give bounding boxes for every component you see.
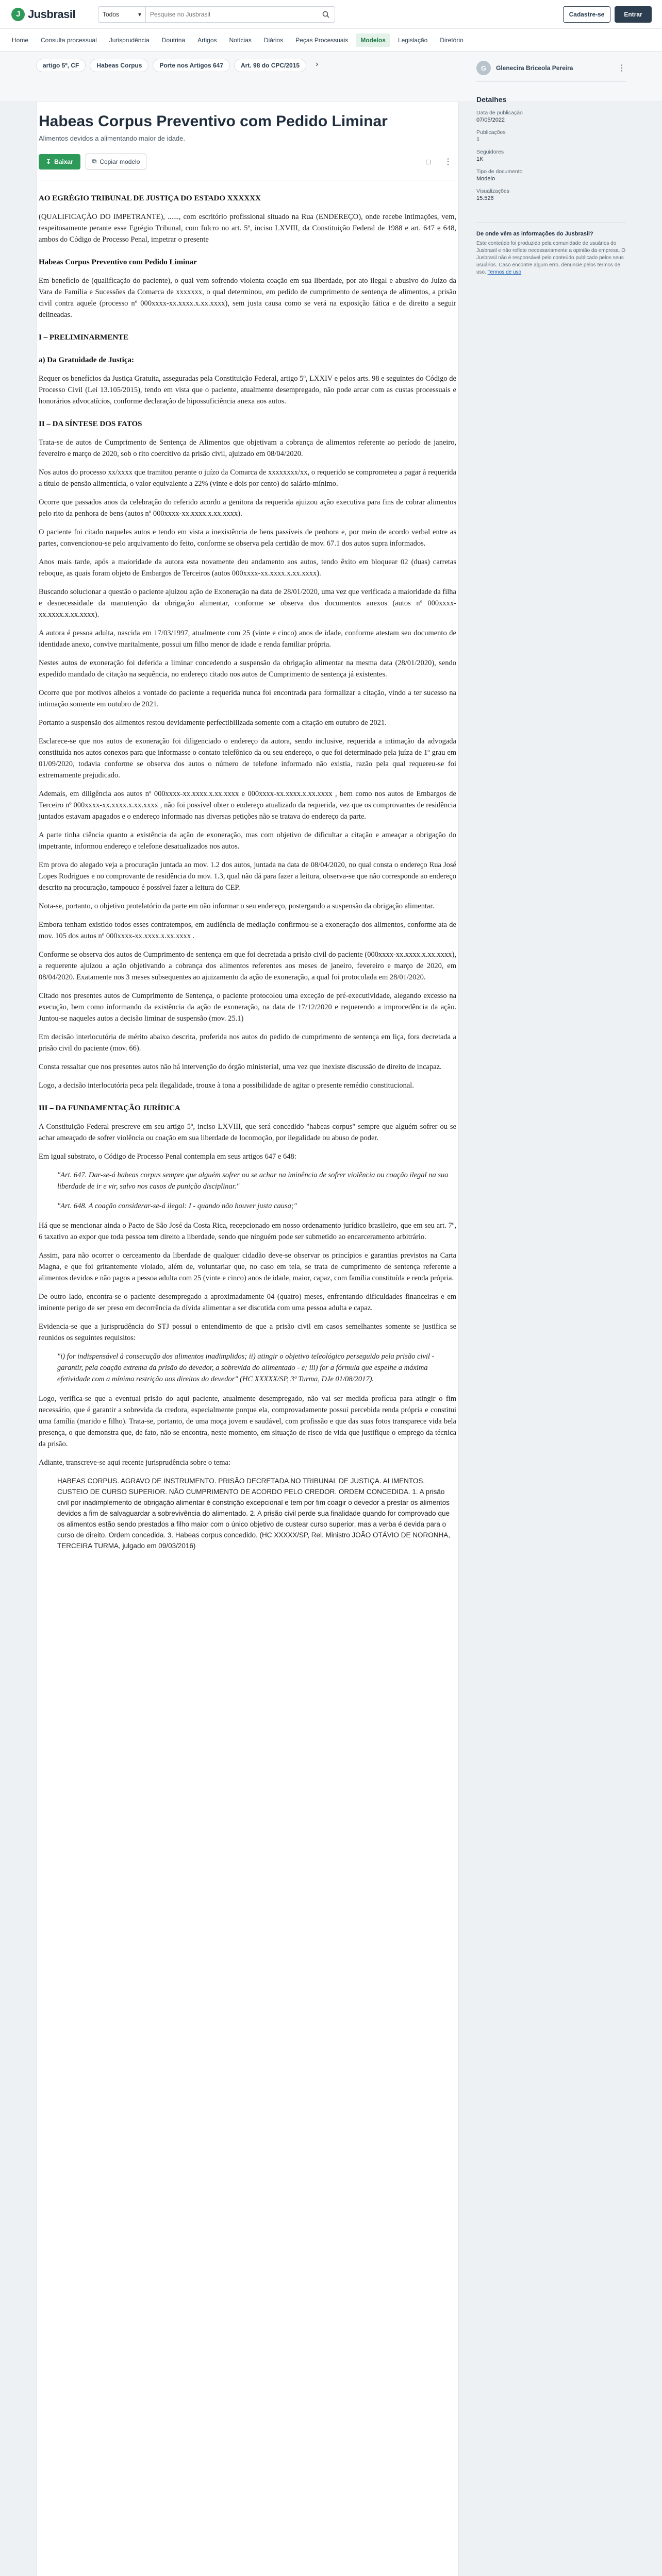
- section-heading: AO EGRÉGIO TRIBUNAL DE JUSTIÇA DO ESTADO XXXXXX: [39, 194, 261, 202]
- paragraph: Nos autos do processo xx/xxxx que tramitou perante o juízo da Comarca de xxxxxxxx/xx, o requerido se comprometeu a pagar à requerida a título de pensão alimentícia, o valor equivalente a 22% (vinte e dois por cento) do salário-mínimo.: [39, 468, 456, 488]
- paragraph: A parte tinha ciência quanto a existência da ação de exoneração, mas com objetivo de dificultar a citação e ameaçar a obrigação do impetrante, informou endereço e telefone desatualizados nos autos.: [39, 831, 456, 851]
- info-source-box: [476, 222, 626, 276]
- page-subtitle: Alimentos devidos a alimentando maior de idade.: [39, 134, 186, 142]
- section-heading: a) Da Gratuidade de Justiça:: [39, 356, 134, 364]
- paragraph: Citado nos presentes autos de Cumprimento de Sentença, o paciente protocolou uma exceção de pré-executividade, alegando excesso na execução, bem como informando da existência da ação de exoneração, na data de 17/12/2020 e requerendo a improcedência da ação. Juntou-se naqueles autos a decisão liminar de suspensão (mov. 25.1): [39, 992, 456, 1023]
- search-bar: [98, 6, 335, 23]
- detail-value: 1K: [476, 156, 484, 162]
- nav-item[interactable]: Consulta processual: [41, 36, 97, 44]
- document-actions: [37, 154, 458, 170]
- paragraph: Embora tenham existido todos esses contratempos, em audiência de mediação confirmou-se a exoneração dos alimentos, conforme ata de mov. 105 dos autos nº 000xxxx-xx.xxxx.x.xx.xxxx .: [39, 921, 456, 940]
- paragraph: Há que se mencionar ainda o Pacto de São José da Costa Rica, recepcionado em nosso ordenamento jurídico brasileiro, que em seu art. 7º, 6 taxativo ao expor que toda pessoa tem direito a liberdade, sendo que ninguém pode ser submetido ao encarceramento arbitrário.: [39, 1222, 456, 1241]
- nav-item[interactable]: Doutrina: [161, 36, 186, 44]
- paragraph: Trata-se de autos de Cumprimento de Sentença de Alimentos que objetivam a cobrança de alimentos referente ao período de janeiro, fevereiro e março de 2020, sob o rito coercitivo da prisão civil, ajuizado em 08/04/2020.: [39, 438, 456, 458]
- logo[interactable]: [11, 8, 75, 21]
- paragraph: Evidencia-se que a jurisprudência do STJ possui o entendimento de que a prisão civil em casos semelhantes somente se justifica se reunidos os seguintes requisitos:: [39, 1323, 456, 1342]
- detail-label: Seguidores: [476, 149, 504, 155]
- paragraph: Ocorre que passados anos da celebração do referido acordo a genitora da requerida ajuizou ação executiva para fins de cobrar alimentos pelo rito da penhora de bens (autos nº 000xxxx-xx.xxxx.x.xx.xxxx).: [39, 498, 456, 518]
- nav-item[interactable]: Diretório: [440, 36, 464, 44]
- nav-item[interactable]: Modelos: [356, 33, 390, 47]
- paragraph: Adiante, transcreve-se aqui recente jurisprudência sobre o tema:: [39, 1459, 231, 1467]
- info-source-body: Este conteúdo foi produzido pela comunidade de usuários do Jusbrasil e não reflete necessariamente a opinião da empresa. O Jusbrasil não é responsável pelo conteúdo publicado pelos seus usuários. Caso encontre algum erro, denuncie pelos termos de uso.: [476, 241, 626, 275]
- tag-list: [36, 59, 306, 72]
- paragraph: Esclarece-se que nos autos de exoneração foi diligenciado o endereço da autora, sendo inclusive, requerida a intimação da advogada constituída nos autos conexos para que informasse o contato telefônico da ou seu endereço, o que foi determinado pela juíza de 1º grau em 01/09/2020, todavia conforme se observa dos autos o número de telefone informado não existia, razão pela qual requereu-se foi extremamente prejudicado.: [39, 737, 456, 779]
- author-card[interactable]: [476, 52, 626, 82]
- search-type-select[interactable]: [98, 7, 146, 22]
- chevron-right-icon[interactable]: ›: [316, 60, 319, 69]
- logo-mark-icon: J: [11, 8, 25, 21]
- search-type-label: Todos: [103, 11, 120, 18]
- detail-label: Data de publicação: [476, 110, 523, 116]
- legal-quote: "Art. 648. A coação considerar-se-á ilegal: I - quando não houver justa causa;": [57, 1202, 297, 1210]
- login-button[interactable]: Entrar: [615, 6, 652, 23]
- paragraph: Consta ressaltar que nos presentes autos não há intervenção do órgão ministerial, uma vez que inexiste discussão de direito de incapaz.: [39, 1063, 442, 1071]
- detail-value: 1: [476, 137, 480, 143]
- paragraph: Ademais, em diligência aos autos nº 000xxxx-xx.xxxx.x.xx.xxxx e 000xxxx-xx.xxxx.x.xx.xxxx , bem como nos autos de Embargos de Terceiro nº 000xxxx-xx.xxxx.x.xx.xxxx , não foi possível obter o endereço atualizado da requerida, vez que os comprovantes de residência juntados estavam apagados e o endereço informado nas diversas petições não se tratava do endereço da parte.: [39, 790, 456, 821]
- paragraph: Conforme se observa dos autos de Cumprimento de sentença em que foi decretada a prisão civil do paciente (000xxxx-xx.xxxx.x.xx.xxxx), a requerente ajuizou a ação objetivando a cobrança dos alimentos referentes aos meses de janeiro, fevereiro e março de 2020, em 08/04/2020. Exatamente nos 3 meses subsequentes ao ajuizamento da ação de exoneração, a qual foi protocolada em 28/01/2020.: [39, 951, 456, 981]
- terms-link[interactable]: Termos de uso: [487, 269, 522, 275]
- nav-item[interactable]: Legislação: [398, 36, 428, 44]
- paragraph: Ocorre que por motivos alheios a vontade do paciente a requerida nunca foi encontrada para formalizar a citação, vindo a ter sucesso na intimação somente em outubro de 2021.: [39, 689, 456, 708]
- paragraph: Assim, para não ocorrer o cerceamento da liberdade de qualquer cidadão deve-se observar os princípios e garantias previstos na Carta Magna, e que foi gritantemente violado, além de, voluntariar que, no caso em tela, se trata de cumprimento de sentença referente a alimentos devidos e não pagos a pessoa adulta com 25 (vinte e cinco) anos de idade, maior, capaz, com família constituída e renda própria.: [39, 1251, 456, 1282]
- nav-item[interactable]: Diários: [263, 36, 284, 44]
- copy-template-button[interactable]: [86, 154, 147, 170]
- paragraph: Nestes autos de exoneração foi deferida a liminar concedendo a suspensão da obrigação alimentar na mesma data (28/01/2020), sendo expedido mandado de citação na sequência, no endereço citado nos autos de Cumprimento de sentença já existentes.: [39, 659, 456, 679]
- legal-quote: "Art. 647. Dar-se-á habeas corpus sempre que alguém sofrer ou se achar na iminência de sofrer violência ou coação ilegal na sua liberdade de ir e vir, salvo nos casos de punição disciplinar.": [57, 1171, 449, 1191]
- copy-icon: ⧉: [92, 158, 97, 165]
- legal-quote: "i) for indispensável à consecução dos alimentos inadimplidos; ii) atingir o objetivo teleológico perseguido pela prisão civil - garantir, pela coação extrema da prisão do devedor, a sobrevida do alimentado - e; iii) for a fórmula que espelhe a máxima efetividade com a mínima restrição aos direitos do devedor" (HC XXXXX/SP, 3ª Turma, DJe 01/08/2017).: [57, 1352, 435, 1383]
- paragraph: Nota-se, portanto, o objetivo protelatório da parte em não informar o seu endereço, postergando a suspensão da obrigação alimentar.: [39, 902, 435, 910]
- sidebar: [476, 52, 626, 2576]
- main-nav: [0, 29, 662, 52]
- paragraph: Em prova do alegado veja a procuração juntada ao mov. 1.2 dos autos, juntada na data de 08/04/2020, no qual consta o endereço Rua José Lopes Rodrigues e no comprovante de residência do mov. 1.3, qual não dá para fazer a leitura, observa-se que não corresponde ao endereço descrito na procuração, tampouco é possível fazer a leitura do CEP.: [39, 861, 456, 892]
- more-options-icon[interactable]: ⋮: [444, 157, 452, 166]
- paragraph: A Constituição Federal prescreve em seu artigo 5º, inciso LXVIII, que será concedido "habeas corpus" sempre que alguém sofrer ou se achar ameaçado de sofrer violência ou coação em sua liberdade de locomoção, por ilegalidade ou abuso de poder.: [39, 1123, 456, 1142]
- avatar: G: [476, 61, 491, 75]
- nav-item[interactable]: Home: [12, 36, 29, 44]
- search-icon[interactable]: [317, 7, 335, 22]
- topic-tag[interactable]: artigo 5º, CF: [36, 59, 86, 72]
- topic-tag[interactable]: Porte nos Artigos 647: [153, 59, 230, 72]
- paragraph: (QUALIFICAÇÃO DO IMPETRANTE), ......, com escritório profissional situado na Rua (ENDEREÇO), onde recebe intimações, vem, respeitosamente perante esse Egrégio Tribunal, com fulcro no art. 5º, inciso LXVIII, da Constituição Federal de 1988 e art. 647 e 648, ambos do Código de Processo Penal, impetrar o presente: [39, 213, 456, 244]
- document-panel: [36, 101, 459, 2576]
- page-title: Habeas Corpus Preventivo com Pedido Liminar: [39, 113, 388, 130]
- paragraph: Portanto a suspensão dos alimentos restou devidamente perfectibilizada somente com a citação em outubro de 2021.: [39, 719, 387, 727]
- topic-tag[interactable]: Art. 98 do CPC/2015: [234, 59, 306, 72]
- paragraph: O paciente foi citado naqueles autos e tendo em vista a inexistência de bens passíveis de penhora e, por meio de acordo verbal entre as partes, convencionou-se pelo arquivamento do feito, conforme se observa pela certidão de mov. 67.1 dos autos supra informados.: [39, 528, 456, 548]
- detail-label: Publicações: [476, 129, 506, 135]
- info-source-title: De onde vêm as informações do Jusbrasil?: [476, 231, 593, 237]
- nav-item[interactable]: Jurisprudência: [109, 36, 150, 44]
- paragraph: Em decisão interlocutória de mérito abaixo descrita, proferida nos autos do pedido de cumprimento de sentença em liça, fora decretada a prisão civil do paciente (mov. 66).: [39, 1033, 456, 1053]
- download-label: Baixar: [54, 158, 73, 165]
- paragraph: Logo, a decisão interlocutória peca pela ilegalidade, trouxe à tona a possibilidade de agitar o presente remédio constitucional.: [39, 1081, 414, 1090]
- bookmark-icon[interactable]: □: [426, 157, 431, 166]
- paragraph: Logo, verifica-se que a eventual prisão do aqui paciente, atualmente desempregado, não vai ser medida profícua para atingir o fim necessário, que é garantir a sobrevida da credora, especialmente porque ela, comprovadamente possui percebida renda própria e constitui uma família (marido e filho). Trata-se, portanto, de uma moça jovem e saudável, com profissão e que das suas fotos transparece vida bela presença, o que demonstra que, de fato, não se encontra, neste momento, em situação de risco de vida que justifique o emprego da técnica da prisão.: [39, 1395, 456, 1448]
- info-source-text: [476, 240, 626, 276]
- paragraph: A autora é pessoa adulta, nascida em 17/03/1997, atualmente com 25 (vinte e cinco) anos de idade, conforme atestam seu documento de identidade anexo, convive maritalmente, possui um filho menor de idade e renda familiar própria.: [39, 629, 456, 649]
- nav-item[interactable]: Notícias: [229, 36, 252, 44]
- download-icon: ↧: [46, 158, 52, 165]
- detail-label: Tipo de documento: [476, 168, 523, 175]
- section-heading: I – PRELIMINARMENTE: [39, 333, 129, 342]
- detail-label: Visualizações: [476, 188, 510, 194]
- paragraph: Buscando solucionar a questão o paciente ajuizou ação de Exoneração na data de 28/01/2020, uma vez que verificada a maioridade da filha e desnecessidade da manutenção da obrigação alimentar, conforme se observa dos documentos anexos (autos nº 000xxxx-xx.xxxx.x.xx.xxxx).: [39, 588, 456, 619]
- detail-value: 15.526: [476, 195, 494, 201]
- details-section: [476, 82, 626, 201]
- section-heading: III – DA FUNDAMENTAÇÃO JURÍDICA: [39, 1104, 180, 1112]
- logo-text: Jusbrasil: [28, 7, 76, 21]
- more-options-icon[interactable]: ⋮: [618, 64, 626, 73]
- jurisprudence-quote: HABEAS CORPUS. AGRAVO DE INSTRUMENTO. PRISÃO DECRETADA NO TRIBUNAL DE JUSTIÇA. ALIMENTOS. CUSTEIO DE CURSO SUPERIOR. NÃO CUMPRIMENTO DE ACORDO PELO CREDOR. ORDEM CONCEDIDA. 1. A prisão civil por inadimplemento de obrigação alimentar é constrição excepcional e tem por fim coagir o devedor a prestar os alimentos devidos a fim de salvaguardar a sobrevivência do alimentado. 2. A prisão civil perde sua finalidade quando for comprovado que os alimentos estão sendo prestados a filho maior com o único objetivo de custear curso superior, mas a verba é devida para o curso de direito. Ordem concedida. 3. Habeas corpus concedido. (HC XXXXX/SP, Rel. Ministro JOÃO OTÁVIO DE NORONHA, TERCEIRA TURMA, julgado em 09/03/2016): [57, 1477, 451, 1550]
- top-bar: [0, 0, 662, 29]
- section-heading: II – DA SÍNTESE DOS FATOS: [39, 420, 142, 428]
- detail-value: Modelo: [476, 176, 495, 182]
- nav-item[interactable]: Artigos: [197, 36, 217, 44]
- download-button[interactable]: [39, 154, 80, 170]
- chevron-down-icon: ▾: [138, 11, 141, 18]
- details-title: Detalhes: [476, 95, 507, 104]
- paragraph: Em igual substrato, o Código de Processo Penal contempla em seus artigos 647 e 648:: [39, 1153, 296, 1161]
- detail-value: 07/05/2022: [476, 117, 505, 123]
- paragraph: De outro lado, encontra-se o paciente desempregado a aproximadamente 04 (quatro) meses, enfrentando dificuldades financeiras e em iminente perigo de ser preso em decorrência da dívida alimentar a ser discutida com uma pessoa adulta e capaz.: [39, 1293, 456, 1312]
- search-input[interactable]: [146, 7, 317, 22]
- paragraph: Em benefício de (qualificação do paciente), o qual vem sofrendo violenta coação em sua liberdade, por ato ilegal e abusivo do Juízo da Vara de Família e Sucessões da Comarca de xxxxxxx, o qual determinou, em pedido de cumprimento de sentença de alimentos, a prisão civil contra aquele (processo nº 000xxxx-xx.xxxx.x.xx.xxxx), sem justa causa como se verá na exposição fática e de direito a seguir delineadas.: [39, 277, 456, 319]
- copy-label: Copiar modelo: [100, 158, 140, 165]
- paragraph: Anos mais tarde, após a maioridade da autora esta novamente deu andamento aos autos, tendo êxito em bloquear 02 (duas) carretas reboque, as quais foram objeto de Embargos de Terceiros (autos 000xxxx-xx.xxxx.x.xx.xxxx).: [39, 558, 456, 578]
- paragraph: Requer os benefícios da Justiça Gratuita, asseguradas pela Constituição Federal, artigo 5º, LXXIV e pelos arts. 98 e seguintes do Código de Processo Civil (Lei 13.105/2015), tendo em vista que o paciente, atualmente desempregado, não pode arcar com as custas processuais e honorários advocatícios, conforme declaração de hipossuficiência anexa aos autos.: [39, 375, 456, 405]
- section-heading: Habeas Corpus Preventivo com Pedido Liminar: [39, 258, 197, 266]
- author-name[interactable]: Glenecira Briceola Pereira: [496, 64, 573, 72]
- signup-button[interactable]: Cadastre-se: [563, 6, 610, 23]
- document-body: [37, 193, 458, 1551]
- topic-tag[interactable]: Habeas Corpus: [90, 59, 148, 72]
- nav-item[interactable]: Peças Processuais: [295, 36, 349, 44]
